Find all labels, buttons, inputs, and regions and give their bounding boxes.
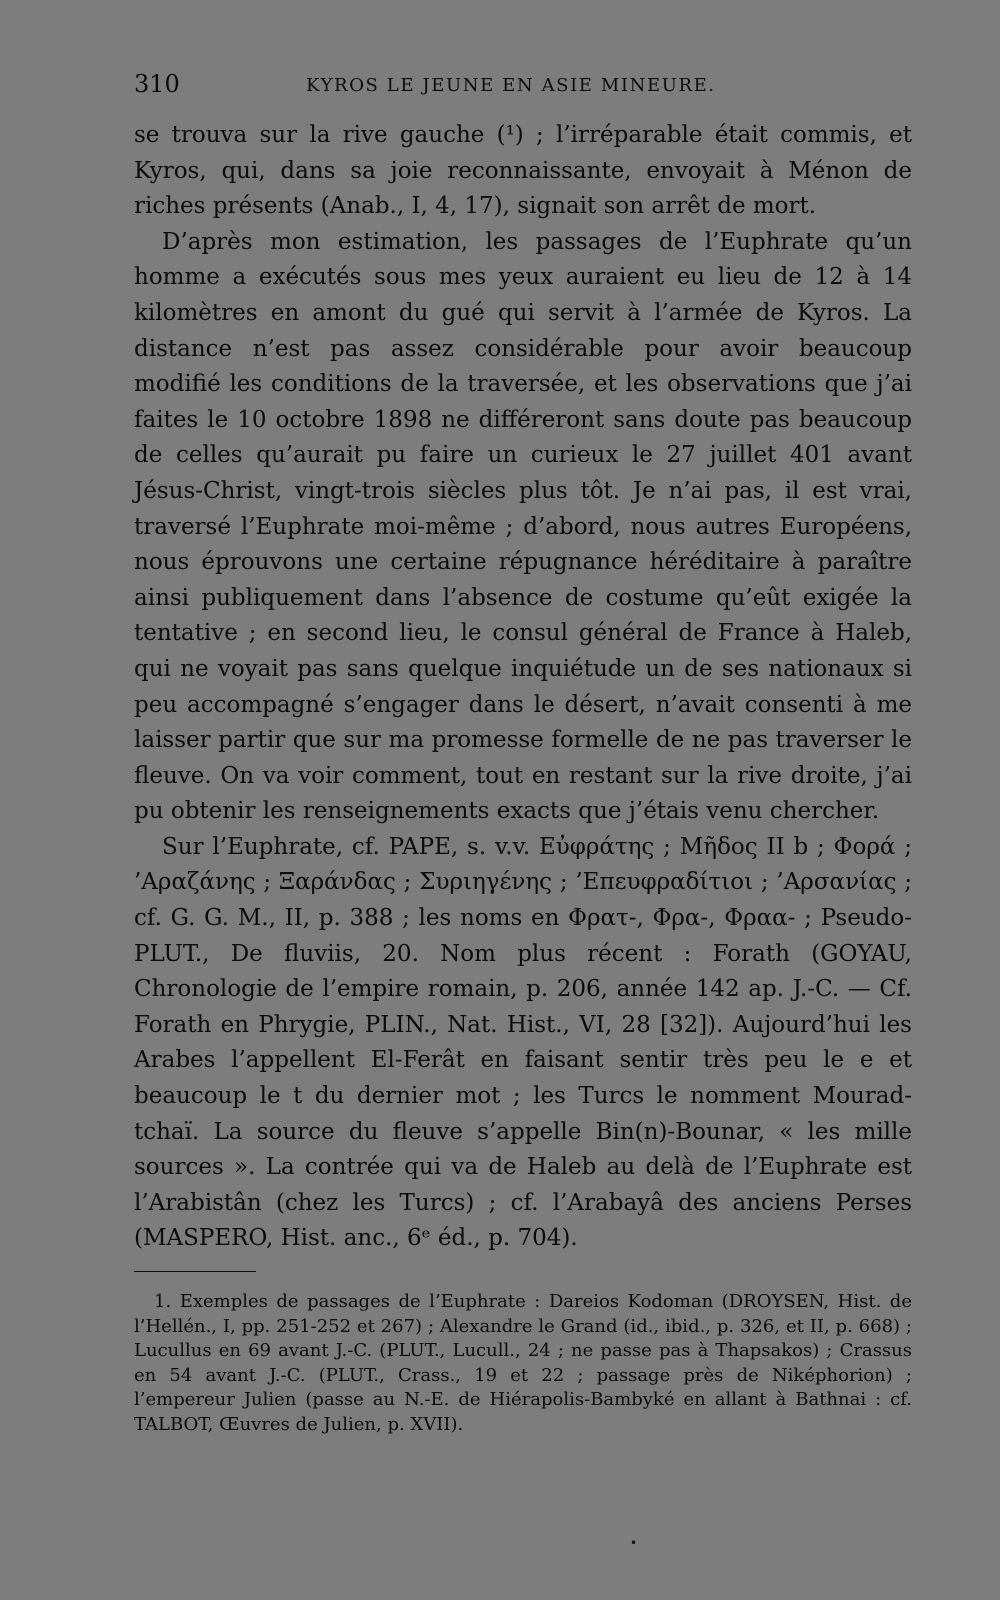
- body-text: [134, 118, 912, 1257]
- running-title: KYROS LE JEUNE EN ASIE MINEURE.: [306, 75, 716, 96]
- page-number: 310: [134, 70, 180, 98]
- footnote-rule: [134, 1271, 256, 1272]
- page-mark: •: [630, 1536, 638, 1550]
- running-head: [134, 70, 912, 104]
- paragraph-3: Sur l’Euphrate, cf. PAPE, s. v.v. Εὐφράτης ; Μῆδος II b ; Φορά ; ’Αραζάνης ; Ξαράνδας ; Συριηγένης ; ’Επευφραδίτιοι ; ’Αρσανίας ; cf. G. G. M., II, p. 388 ; les noms en Φρατ-, Φρα-, Φραα- ; Pseudo-PLUT., De fluviis, 20. Nom plus récent : Forath (GOYAU, Chronologie de l’empire romain, p. 206, année 142 ap. J.-C. — Cf. Forath en Phrygie, PLIN., Nat. Hist., VI, 28 [32]). Aujourd’hui les Arabes l’appellent El-Ferât en faisant sentir très peu le e et beaucoup le t du dernier mot ; les Turcs le nomment Mourad-tchaï. La source du fleuve s’appelle Bin(n)-Bounar, « les mille sources ». La contrée qui va de Haleb au delà de l’Euphrate est l’Arabistân (chez les Turcs) ; cf. l’Arabayâ des anciens Perses (MASPERO, Hist. anc., 6ᵉ éd., p. 704).: [134, 833, 912, 1252]
- footnote-1: 1. Exemples de passages de l’Euphrate : Dareios Kodoman (DROYSEN, Hist. de l’Hellén., I, pp. 251-252 et 267) ; Alexandre le Grand (id., ibid., p. 326, et II, p. 668) ; Lucullus en 69 avant J.-C. (PLUT., Lucull., 24 ; ne passe pas à Thapsakos) ; Crassus en 54 avant J.-C. (PLUT., Crass., 19 et 22 ; passage près de Niképhorion) ; l’empereur Julien (passe au N.-E. de Hiérapolis-Bambyké en allant à Bathnai : cf. TALBOT, Œuvres de Julien, p. XVII).: [134, 1291, 912, 1435]
- book-page: [134, 70, 912, 1456]
- paragraph-1: se trouva sur la rive gauche (¹) ; l’irréparable était commis, et Kyros, qui, dans sa joie reconnaissante, envoyait à Ménon de riches présents (Anab., I, 4, 17), signait son arrêt de mort.: [134, 122, 912, 220]
- paragraph-2: D’après mon estimation, les passages de l’Euphrate qu’un homme a exécutés sous mes yeux auraient eu lieu de 12 à 14 kilomètres en amont du gué qui servit à l’armée de Kyros. La distance n’est pas assez considérable pour avoir beaucoup modifié les conditions de la traversée, et les observations que j’ai faites le 10 octobre 1898 ne différeront sans doute pas beaucoup de celles qu’aurait pu faire un curieux le 27 juillet 401 avant Jésus-Christ, vingt-trois siècles plus tôt. Je n’ai pas, il est vrai, traversé l’Euphrate moi-même ; d’abord, nous autres Européens, nous éprouvons une certaine répugnance héréditaire à paraître ainsi publiquement dans l’absence de costume qu’eût exigée la tentative ; en second lieu, le consul général de France à Haleb, qui ne voyait pas sans quelque inquiétude un de ses nationaux si peu accompagné s’engager dans le désert, n’avait consenti à me laisser partir que sur ma promesse formelle de ne pas traverser le fleuve. On va voir comment, tout en restant sur la rive droite, j’ai pu obtenir les renseignements exacts que j’étais venu chercher.: [134, 228, 912, 825]
